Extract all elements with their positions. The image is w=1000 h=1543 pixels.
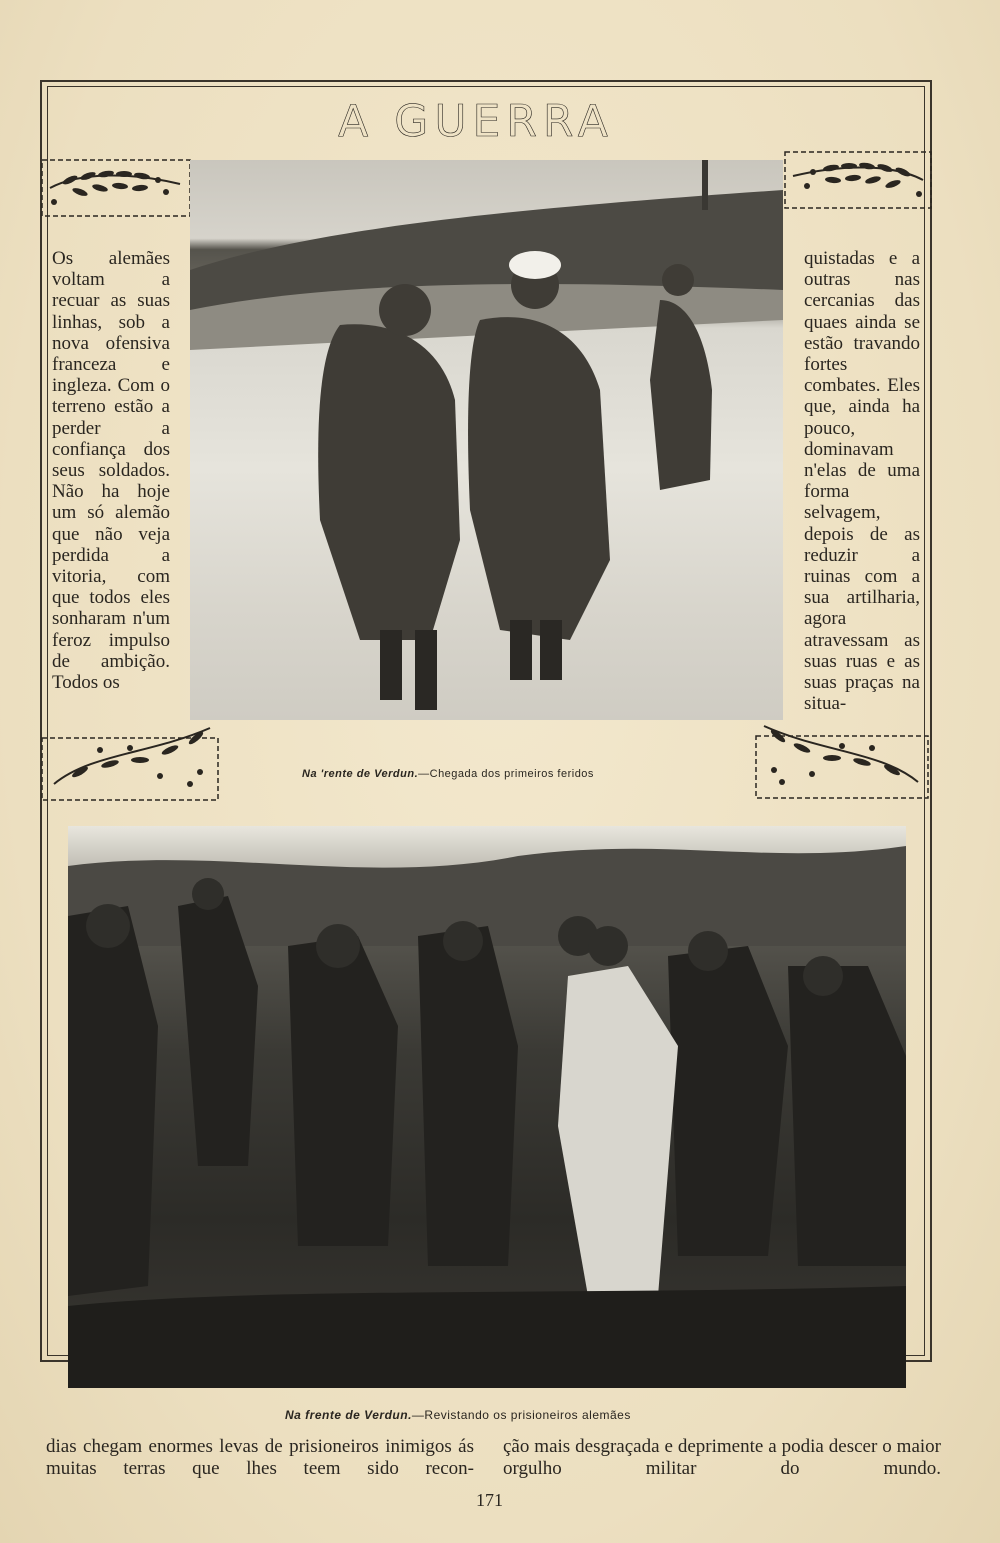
- laurel-ornament-icon: [752, 712, 932, 802]
- caption-bottom-place: Na frente de Verdun.: [285, 1408, 412, 1422]
- caption-top: [302, 768, 594, 780]
- caption-top-place: Na 'rente de Verdun.: [302, 768, 419, 780]
- laurel-ornament-icon: [40, 158, 192, 218]
- caption-bottom: [285, 1408, 631, 1422]
- bottom-left-text: dias chegam enormes levas de prisioneiros inimigos ás muitas terras que lhes teem sido recon-: [46, 1436, 474, 1479]
- page-number: 171: [476, 1490, 503, 1510]
- photo-prisoners-image: [68, 826, 906, 1388]
- laurel-ornament-icon: [783, 150, 933, 210]
- left-column-text: Os alemães voltam a recuar as suas linhas, sob a nova ofensiva franceza e ingleza. Com o terreno estão a perder a confiança dos seus soldados. Não ha hoje um só alemão que não veja perdida a vitoria, com que todos eles sonharam n'um feroz impulso de ambição. Todos os: [52, 248, 170, 694]
- laurel-ornament-icon: [40, 714, 222, 804]
- bottom-right-text: ção mais desgraçada e deprimente a podia descer o maior orgulho militar do mundo.: [503, 1436, 941, 1479]
- photo-wounded-soldiers: [190, 160, 783, 720]
- caption-top-text: —Chegada dos primeiros feridos: [418, 768, 594, 780]
- caption-bottom-text: —Revistando os prisioneiros alemães: [411, 1408, 631, 1422]
- page-title: A GUERRA: [338, 96, 614, 147]
- photo-wounded-soldiers-image: [190, 160, 783, 720]
- photo-prisoners: [68, 826, 906, 1388]
- right-column-text: quistadas e a outras nas cercanias das quaes ainda se estão travando fortes combates. Eles que, ainda ha pouco, dominavam n'elas de uma forma selvagem, depois de as reduzir a ruinas com a sua artilharia, agora atravessam as suas ruas e as suas praças na situa-: [804, 248, 920, 715]
